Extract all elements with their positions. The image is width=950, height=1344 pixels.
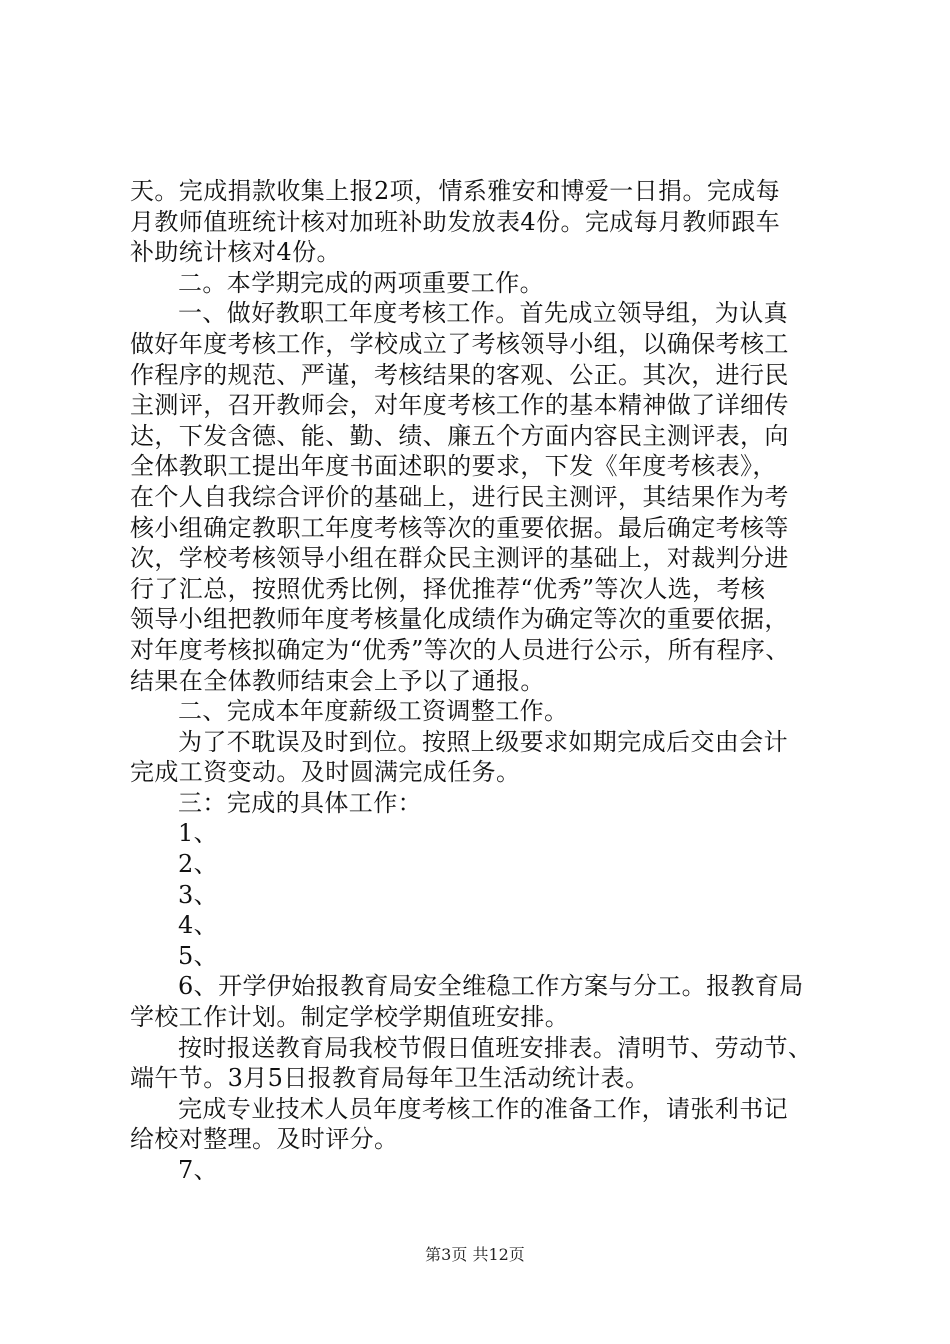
text-line: 对年度考核拟确定为“优秀”等次的人员进行公示，所有程序、 [130,635,790,664]
list-item: 3、 [178,880,219,909]
text-line: 达，下发含德、能、勤、绩、廉五个方面内容民主测评表，向 [130,421,789,450]
text-line: 学校工作计划。制定学校学期值班安排。 [130,1003,570,1032]
text-line: 完成工资变动。及时圆满完成任务。 [130,758,521,787]
text-line: 完成专业技术人员年度考核工作的准备工作，请张利书记 [178,1094,788,1123]
text-line: 主测评，召开教师会，对年度考核工作的基本精神做了详细传 [130,391,789,420]
text-line: 按时报送教育局我校节假日值班安排表。清明节、劳动节、 [178,1033,813,1062]
text-line: 全体教职工提出年度书面述职的要求，下发《年度考核表》， [130,452,777,481]
text-line: 做好年度考核工作，学校成立了考核领导小组，以确保考核工 [130,329,789,358]
text-line: 领导小组把教师年度考核量化成绩作为确定等次的重要依据， [130,605,789,634]
text-line: 天。完成捐款收集上报2项，情系雅安和博爱一日捐。完成每 [130,177,781,205]
list-item: 1、 [178,819,219,848]
text-line: 给校对整理。及时评分。 [130,1125,399,1154]
text-line: 补助统计核对4份。 [130,238,341,267]
list-item: 2、 [178,850,219,879]
page-footer [0,1245,950,1265]
text-line: 月教师值班统计核对加班补助发放表4份。完成每月教师跟车 [130,207,781,236]
document-body [130,176,830,1186]
text-line: 端午节。3月5日报教育局每年卫生活动统计表。 [130,1064,650,1093]
page-number-label: 第3页 共12页 [425,1245,525,1264]
list-item: 5、 [178,941,219,970]
text-line: 作程序的规范、严谨，考核结果的客观、公正。其次，进行民 [130,360,789,389]
text-line: 为了不耽误及时到位。按照上级要求如期完成后交由会计 [178,727,788,756]
text-line: 结果在全体教师结束会上予以了通报。 [130,666,545,695]
section-heading: 二、完成本年度薪级工资调整工作。 [178,697,569,726]
text-line: 次，学校考核领导小组在群众民主测评的基础上，对裁判分进 [130,544,789,573]
text-line: 一、做好教职工年度考核工作。首先成立领导组，为认真 [178,299,788,328]
section-heading: 二。本学期完成的两项重要工作。 [178,268,544,297]
section-heading: 三：完成的具体工作： [178,788,422,817]
list-item: 7、 [178,1156,219,1184]
text-line: 行了汇总，按照优秀比例，择优推荐“优秀”等次人选，考核 [130,574,766,603]
list-item: 4、 [178,911,219,940]
text-line: 在个人自我综合评价的基础上，进行民主测评，其结果作为考 [130,482,789,511]
text-line: 核小组确定教职工年度考核等次的重要依据。最后确定考核等 [130,513,789,542]
list-item: 6、开学伊始报教育局安全维稳工作方案与分工。报教育局 [178,972,804,1001]
